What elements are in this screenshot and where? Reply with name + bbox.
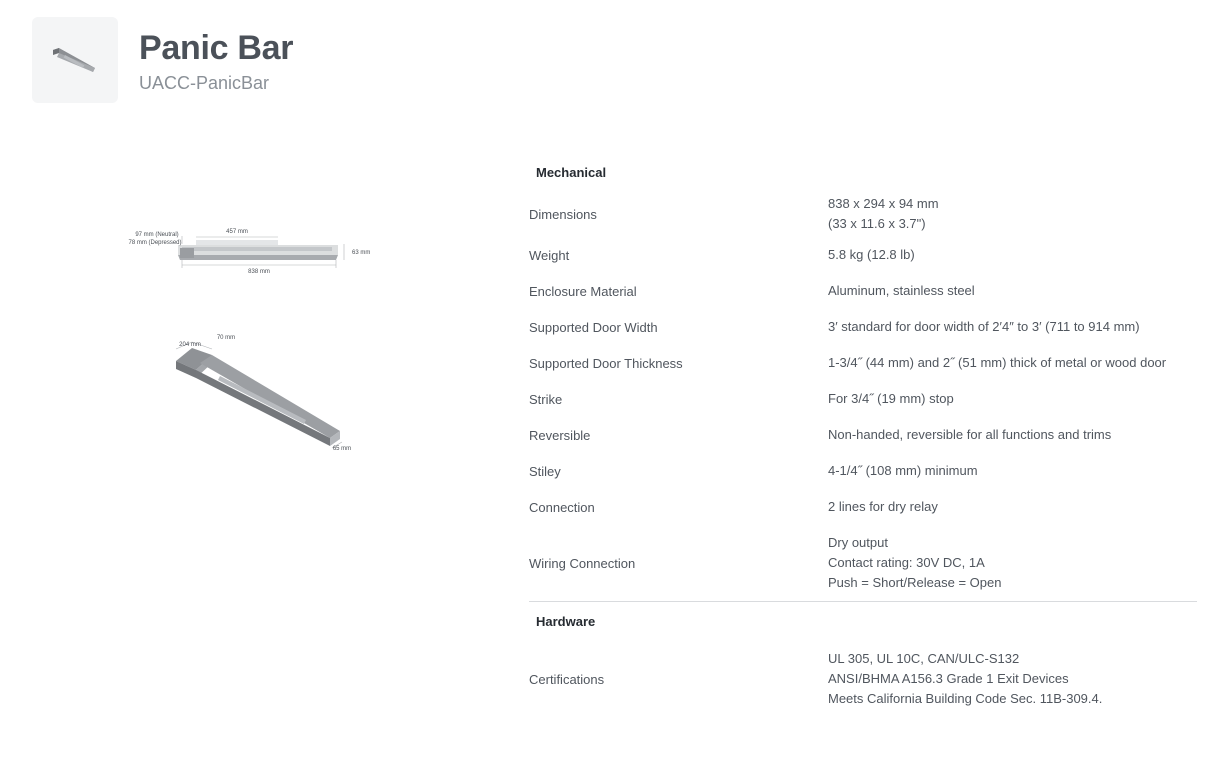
spec-row-strike: [529, 381, 1197, 417]
spec-value-line: Dry output: [828, 535, 888, 550]
spec-value: 5.8 kg (12.8 lb): [828, 247, 915, 262]
dim-end: 65 mm: [332, 446, 352, 452]
spec-label: Supported Door Thickness: [529, 355, 683, 371]
product-thumbnail: [32, 17, 118, 103]
product-header: [32, 17, 293, 103]
section-divider: [529, 601, 1197, 602]
spec-row-connection: [529, 489, 1197, 525]
dim-neutral: 97 mm (Neutral): [135, 232, 179, 238]
spec-label: Supported Door Width: [529, 319, 658, 335]
spec-label: Reversible: [529, 427, 591, 443]
spec-value: 4-1/4˝ (108 mm) minimum: [828, 463, 978, 478]
specifications-table: [529, 155, 1197, 718]
spec-value-line: Contact rating: 30V DC, 1A: [828, 555, 985, 570]
spec-value: [828, 194, 1197, 234]
spec-label: Enclosure Material: [529, 283, 637, 299]
section-title-mechanical: Mechanical: [536, 165, 607, 180]
spec-value: Aluminum, stainless steel: [828, 283, 975, 298]
spec-value: 2 lines for dry relay: [828, 499, 938, 514]
spec-value: For 3/4˝ (19 mm) stop: [828, 391, 954, 406]
spec-value-line: (33 x 11.6 x 3.7"): [828, 216, 926, 231]
dim-bar-length: 457 mm: [226, 229, 248, 235]
spec-row-reversible: [529, 417, 1197, 453]
spec-value-line: Meets California Building Code Sec. 11B-309.4.: [828, 691, 1103, 706]
spec-label: Connection: [529, 499, 595, 515]
spec-row-wiring-connection: [529, 525, 1197, 601]
dim-depressed: 78 mm (Depressed): [128, 240, 182, 246]
section-title-hardware: Hardware: [536, 614, 596, 629]
spec-value: Non-handed, reversible for all functions and trims: [828, 427, 1112, 442]
spec-value: 3′ standard for door width of 2′4″ to 3′ (711 to 914 mm): [828, 319, 1140, 334]
dim-width: 70 mm: [216, 335, 236, 341]
spec-value: [828, 649, 1197, 709]
spec-label: Dimensions: [529, 206, 597, 222]
spec-label: Certifications: [529, 671, 605, 687]
spec-row-supported-door-thickness: [529, 345, 1197, 381]
top-view-drawing: [178, 236, 344, 268]
spec-value-line: UL 305, UL 10C, CAN/ULC-S132: [828, 651, 1020, 666]
dimension-diagram: [120, 218, 380, 458]
spec-row-enclosure-material: [529, 273, 1197, 309]
spec-row-weight: [529, 237, 1197, 273]
isometric-view-drawing: [176, 342, 342, 448]
spec-label: Weight: [529, 247, 570, 263]
spec-value-line: ANSI/BHMA A156.3 Grade 1 Exit Devices: [828, 671, 1069, 686]
spec-row-certifications: [529, 640, 1197, 718]
product-sku: UACC-PanicBar: [139, 73, 270, 93]
dim-depth: 204 mm: [179, 342, 201, 348]
spec-row-supported-door-width: [529, 309, 1197, 345]
spec-value: 1-3/4˝ (44 mm) and 2˝ (51 mm) thick of metal or wood door: [828, 355, 1167, 370]
spec-value-line: 838 x 294 x 94 mm: [828, 196, 939, 211]
spec-value-line: Push = Short/Release = Open: [828, 575, 1002, 590]
spec-row-dimensions: [529, 191, 1197, 237]
panic-bar-thumbnail-image: [45, 40, 105, 80]
spec-label: Wiring Connection: [529, 555, 636, 571]
dim-height: 63 mm: [352, 250, 371, 256]
spec-label: Stiley: [529, 463, 561, 479]
spec-label: Strike: [529, 391, 563, 407]
dim-total-length: 838 mm: [248, 269, 270, 275]
spec-row-stiley: [529, 453, 1197, 489]
page-title: Panic Bar: [139, 29, 294, 67]
spec-value: [828, 533, 1197, 593]
